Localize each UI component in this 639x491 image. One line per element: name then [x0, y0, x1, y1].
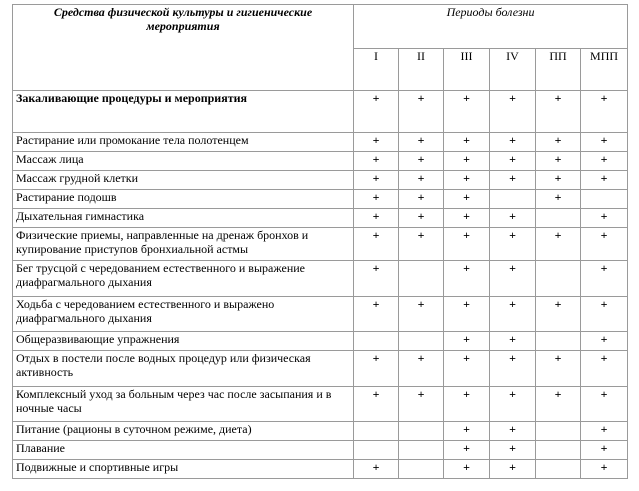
mark-cell — [536, 441, 581, 460]
mark-cell: + — [490, 297, 536, 332]
mark-cell: + — [490, 387, 536, 422]
mark-cell: + — [444, 171, 490, 190]
mark-cell: + — [490, 152, 536, 171]
table-row — [13, 261, 628, 297]
row-label: Отдых в постели после водных процедур или физическая активность — [13, 351, 354, 387]
mark-cell: + — [581, 332, 628, 351]
mark-cell: + — [536, 387, 581, 422]
mark-cell: + — [354, 91, 399, 133]
mark-cell: + — [399, 190, 444, 209]
mark-cell: + — [399, 91, 444, 133]
row-label: Общеразвивающие упражнения — [13, 332, 354, 351]
mark-cell: + — [354, 190, 399, 209]
row-label: Бег трусцой с чередованием естественного и выражение диафрагмального дыхания — [13, 261, 354, 297]
table-row — [13, 171, 628, 190]
mark-cell: + — [490, 351, 536, 387]
mark-cell: + — [354, 387, 399, 422]
mark-cell — [581, 190, 628, 209]
mark-cell: + — [444, 91, 490, 133]
table-row — [13, 209, 628, 228]
mark-cell — [354, 422, 399, 441]
mark-cell: + — [536, 228, 581, 261]
mark-cell: + — [354, 209, 399, 228]
mark-cell: + — [444, 387, 490, 422]
mark-cell: + — [581, 152, 628, 171]
mark-cell: + — [581, 133, 628, 152]
table-row — [13, 332, 628, 351]
mark-cell: + — [399, 209, 444, 228]
mark-cell — [399, 441, 444, 460]
mark-cell: + — [581, 261, 628, 297]
row-label: Плавание — [13, 441, 354, 460]
mark-cell: + — [444, 297, 490, 332]
header-row — [13, 5, 628, 49]
mark-cell: + — [581, 297, 628, 332]
mark-cell: + — [581, 422, 628, 441]
mark-cell: + — [536, 133, 581, 152]
period-header-cell: I — [354, 49, 399, 91]
table-row — [13, 387, 628, 422]
row-label: Комплексный уход за больным через час после засыпания и в ночные часы — [13, 387, 354, 422]
mark-cell: + — [490, 171, 536, 190]
table-row — [13, 422, 628, 441]
mark-cell: + — [354, 297, 399, 332]
table-row — [13, 152, 628, 171]
mark-cell: + — [354, 133, 399, 152]
mark-cell: + — [581, 171, 628, 190]
mark-cell — [399, 332, 444, 351]
mark-cell: + — [490, 91, 536, 133]
section-row — [13, 91, 628, 133]
header-periods-title: Периоды болезни — [354, 5, 628, 49]
mark-cell: + — [490, 228, 536, 261]
mark-cell: + — [536, 297, 581, 332]
mark-cell — [399, 261, 444, 297]
mark-cell: + — [444, 261, 490, 297]
mark-cell: + — [490, 460, 536, 479]
period-header-cell: МПП — [581, 49, 628, 91]
mark-cell: + — [444, 209, 490, 228]
mark-cell: + — [581, 228, 628, 261]
mark-cell — [354, 332, 399, 351]
row-label: Массаж лица — [13, 152, 354, 171]
row-label: Подвижные и спортивные игры — [13, 460, 354, 479]
mark-cell: + — [399, 387, 444, 422]
mark-cell: + — [399, 133, 444, 152]
mark-cell: + — [399, 228, 444, 261]
mark-cell: + — [581, 460, 628, 479]
mark-cell — [399, 422, 444, 441]
mark-cell — [536, 460, 581, 479]
table-row — [13, 297, 628, 332]
mark-cell: + — [490, 441, 536, 460]
mark-cell: + — [354, 351, 399, 387]
row-label: Физические приемы, направленные на дренаж бронхов и купирование приступов бронхиальной астмы — [13, 228, 354, 261]
mark-cell: + — [581, 351, 628, 387]
mark-cell: + — [490, 133, 536, 152]
row-label: Питание (рационы в суточном режиме, диета) — [13, 422, 354, 441]
mark-cell: + — [490, 209, 536, 228]
mark-cell: + — [444, 460, 490, 479]
table-row — [13, 133, 628, 152]
row-label: Растирание подошв — [13, 190, 354, 209]
mark-cell: + — [444, 351, 490, 387]
mark-cell: + — [399, 351, 444, 387]
mark-cell: + — [444, 152, 490, 171]
period-header-cell: ПП — [536, 49, 581, 91]
mark-cell: + — [536, 152, 581, 171]
mark-cell: + — [444, 228, 490, 261]
mark-cell: + — [581, 387, 628, 422]
mark-cell: + — [354, 171, 399, 190]
mark-cell: + — [536, 91, 581, 133]
section-label: Закаливающие процедуры и мероприятия — [13, 91, 354, 133]
header-means-title: Средства физической культуры и гигиенические мероприятия — [13, 5, 354, 91]
mark-cell: + — [354, 228, 399, 261]
mark-cell: + — [444, 422, 490, 441]
mark-cell: + — [490, 261, 536, 297]
mark-cell: + — [444, 190, 490, 209]
mark-cell: + — [536, 190, 581, 209]
mark-cell: + — [399, 297, 444, 332]
mark-cell — [354, 441, 399, 460]
mark-cell — [490, 190, 536, 209]
mark-cell: + — [399, 171, 444, 190]
mark-cell: + — [581, 441, 628, 460]
mark-cell — [399, 460, 444, 479]
period-header-cell: III — [444, 49, 490, 91]
mark-cell — [536, 209, 581, 228]
mark-cell: + — [444, 133, 490, 152]
mark-cell: + — [490, 332, 536, 351]
row-label: Ходьба с чередованием естественного и выражено диафрагмального дыхания — [13, 297, 354, 332]
row-label: Массаж грудной клетки — [13, 171, 354, 190]
mark-cell: + — [536, 351, 581, 387]
table-row — [13, 190, 628, 209]
mark-cell — [536, 422, 581, 441]
mark-cell: + — [444, 441, 490, 460]
mark-cell: + — [490, 422, 536, 441]
mark-cell: + — [354, 460, 399, 479]
period-header-cell: IV — [490, 49, 536, 91]
periods-table — [12, 4, 628, 479]
row-label: Растирание или промокание тела полотенцем — [13, 133, 354, 152]
mark-cell: + — [581, 91, 628, 133]
mark-cell: + — [581, 209, 628, 228]
table-row — [13, 460, 628, 479]
table-row — [13, 228, 628, 261]
mark-cell: + — [354, 152, 399, 171]
mark-cell: + — [536, 171, 581, 190]
table-row — [13, 441, 628, 460]
mark-cell: + — [399, 152, 444, 171]
mark-cell: + — [444, 332, 490, 351]
period-header-cell: II — [399, 49, 444, 91]
mark-cell: + — [354, 261, 399, 297]
table-row — [13, 351, 628, 387]
mark-cell — [536, 261, 581, 297]
mark-cell — [536, 332, 581, 351]
row-label: Дыхательная гимнастика — [13, 209, 354, 228]
